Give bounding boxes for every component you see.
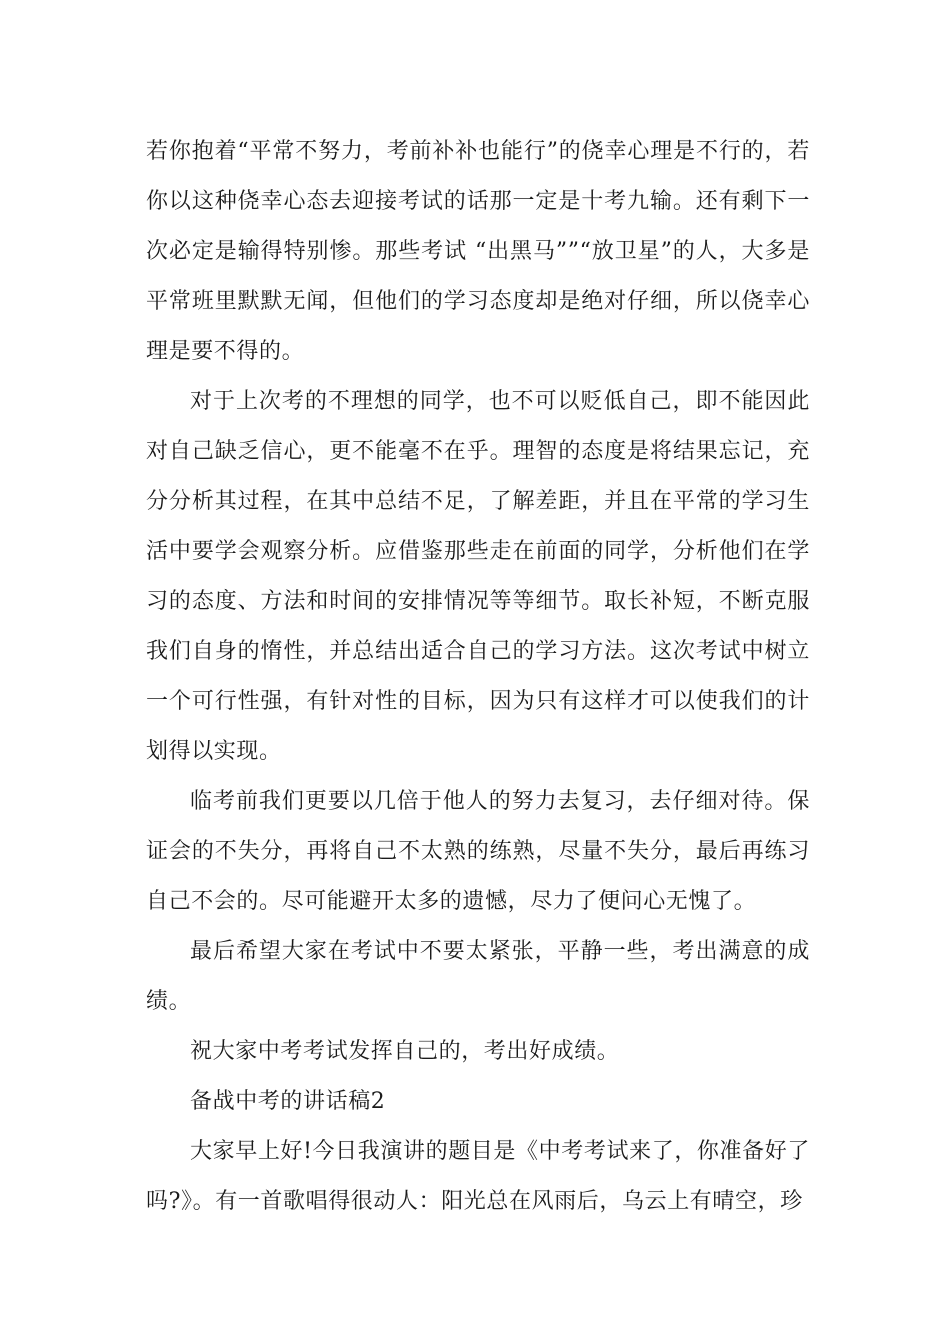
- paragraph-3: 临考前我们更要以几倍于他人的努力去复习，去仔细对待。保证会的不失分，再将自己不太熟的练熟，尽量不失分，最后再练习自己不会的。尽可能避开太多的遗憾，尽力了便问心无愧了。: [146, 789, 810, 914]
- paragraph-1: 若你抱着“平常不努力，考前补补也能行”的侥幸心理是不行的，若你以这种侥幸心态去迎接考试的话那一定是十考九输。还有剩下一次必定是输得特别惨。那些考试 “出黑马””“放卫星”的人，大多是平常班里默默无闻，但他们的学习态度却是绝对仔细，所以侥幸心理是要不得的。: [146, 139, 810, 364]
- paragraph-2: 对于上次考的不理想的同学，也不可以贬低自己，即不能因此对自己缺乏信心，更不能毫不在乎。理智的态度是将结果忘记，充分分析其过程，在其中总结不足，了解差距，并且在平常的学习生活中要学会观察分析。应借鉴那些走在前面的同学，分析他们在学习的态度、方法和时间的安排情况等等细节。取长补短，不断克服我们自身的惰性，并总结出适合自己的学习方法。这次考试中树立一个可行性强，有针对性的目标，因为只有这样才可以使我们的计划得以实现。: [146, 389, 810, 764]
- paragraph-6: 大家早上好!今日我演讲的题目是《中考考试来了，你准备好了吗?》。有一首歌唱得很动人：阳光总在风雨后，乌云上有晴空，珍: [146, 1139, 810, 1214]
- document-body: [146, 127, 810, 1227]
- paragraph-5: 祝大家中考考试发挥自己的，考出好成绩。: [190, 1039, 620, 1064]
- section-heading: 备战中考的讲话稿2: [190, 1089, 386, 1114]
- paragraph-4: 最后希望大家在考试中不要太紧张，平静一些，考出满意的成绩。: [146, 939, 810, 1014]
